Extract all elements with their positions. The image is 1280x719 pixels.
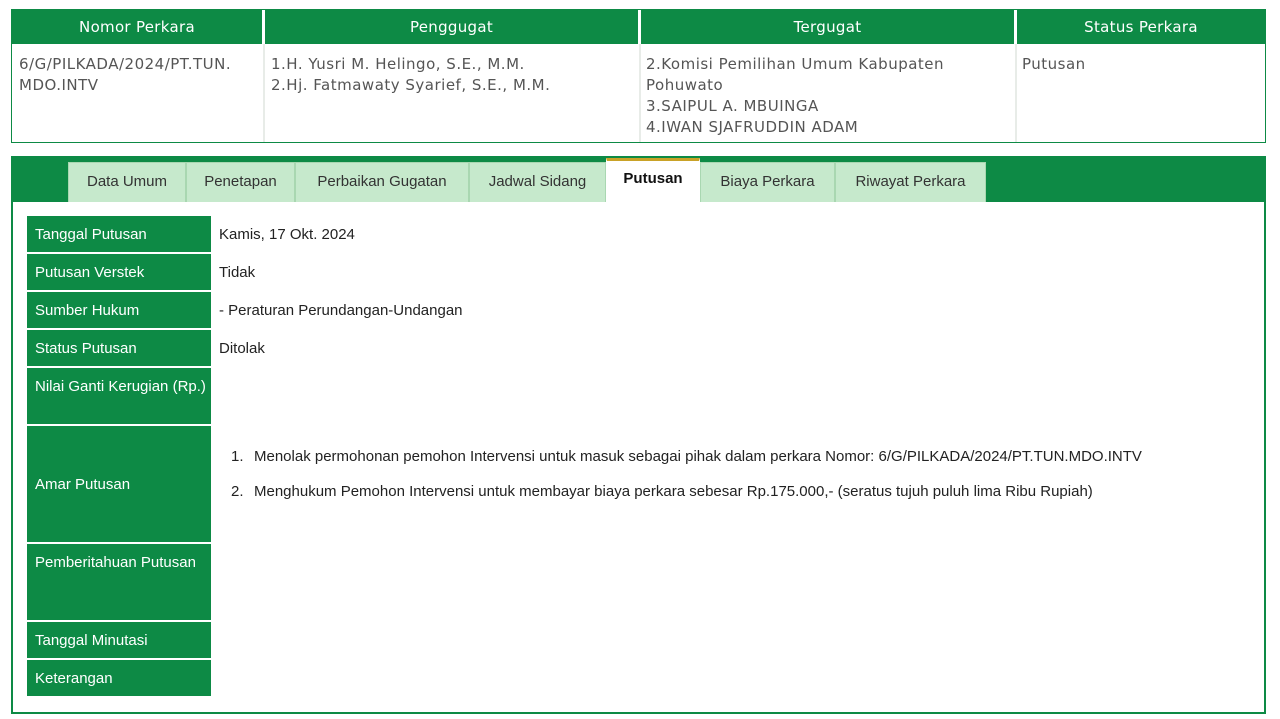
label-pemberitahuan-putusan: Pemberitahuan Putusan (27, 544, 211, 620)
tab-riwayat-perkara[interactable]: Riwayat Perkara (835, 162, 986, 202)
case-detail-panel (11, 156, 1266, 714)
label-tanggal-minutasi: Tanggal Minutasi (27, 622, 211, 658)
value-putusan-verstek: Tidak (219, 264, 256, 281)
header-nomor-perkara: Nomor Perkara (79, 18, 195, 36)
tab-perbaikan-gugatan[interactable]: Perbaikan Gugatan (295, 162, 469, 202)
penggugat-item: 1.H. Yusri M. Helingo, S.E., M.M. (271, 55, 525, 73)
row-putusan-verstek (27, 254, 1249, 290)
column-divider (263, 44, 265, 142)
tab-putusan[interactable]: Putusan (606, 158, 700, 202)
column-divider (639, 44, 641, 142)
list-item (231, 446, 1241, 467)
row-status-putusan (27, 330, 1249, 366)
label-status-putusan: Status Putusan (27, 330, 211, 366)
value-sumber-hukum: - Peraturan Perundangan-Undangan (219, 302, 463, 319)
tab-bar (13, 158, 1264, 202)
case-summary-table (11, 9, 1266, 143)
value-tanggal-putusan: Kamis, 17 Okt. 2024 (219, 226, 355, 243)
list-item (231, 481, 1241, 502)
tergugat-item: 3.SAIPUL A. MBUINGA (646, 97, 819, 115)
label-sumber-hukum: Sumber Hukum (27, 292, 211, 328)
amar-putusan-list (231, 446, 1241, 516)
status-perkara-value: Putusan (1022, 55, 1086, 73)
value-status-putusan: Ditolak (219, 340, 265, 357)
amar-item-text: Menolak permohonan pemohon Intervensi untuk masuk sebagai pihak dalam perkara Nomor: 6/G/PILKADA/2024/PT.TUN.MDO.INTV (254, 448, 1142, 465)
penggugat-item: 2.Hj. Fatmawaty Syarief, S.E., M.M. (271, 76, 551, 94)
tab-data-umum[interactable]: Data Umum (68, 162, 186, 202)
tergugat-list (646, 54, 944, 138)
row-keterangan (27, 660, 1249, 696)
row-pemberitahuan-putusan (27, 544, 1249, 620)
header-tergugat: Tergugat (793, 18, 862, 36)
label-keterangan: Keterangan (27, 660, 211, 696)
row-tanggal-minutasi (27, 622, 1249, 658)
tab-biaya-perkara[interactable]: Biaya Perkara (700, 162, 835, 202)
header-penggugat: Penggugat (409, 18, 494, 36)
nomor-perkara-line: 6/G/PILKADA/2024/PT.TUN. (19, 55, 232, 73)
amar-item-number: 1. (231, 448, 244, 465)
amar-item-number: 2. (231, 483, 244, 500)
label-amar-putusan: Amar Putusan (27, 426, 211, 542)
tergugat-item: Pohuwato (646, 76, 724, 94)
header-status-perkara: Status Perkara (1084, 18, 1198, 36)
row-sumber-hukum (27, 292, 1249, 328)
tergugat-item: 2.Komisi Pemilihan Umum Kabupaten (646, 55, 945, 73)
label-tanggal-putusan: Tanggal Putusan (27, 216, 211, 252)
label-putusan-verstek: Putusan Verstek (27, 254, 211, 290)
amar-item-text: Menghukum Pemohon Intervensi untuk membayar biaya perkara sebesar Rp.175.000,- (seratus tujuh puluh lima Ribu Rupiah) (254, 483, 1093, 500)
tergugat-item: 4.IWAN SJAFRUDDIN ADAM (646, 118, 859, 136)
row-tanggal-putusan (27, 216, 1249, 252)
nomor-perkara-line: MDO.INTV (19, 76, 99, 94)
case-summary-header (12, 10, 1265, 44)
nomor-perkara-value (19, 54, 231, 96)
tab-jadwal-sidang[interactable]: Jadwal Sidang (469, 162, 606, 202)
row-nilai-ganti-kerugian (27, 368, 1249, 424)
label-nilai-ganti-kerugian: Nilai Ganti Kerugian (Rp.) (27, 368, 211, 424)
penggugat-list (271, 54, 550, 96)
tab-penetapan[interactable]: Penetapan (186, 162, 295, 202)
column-divider (1015, 44, 1017, 142)
